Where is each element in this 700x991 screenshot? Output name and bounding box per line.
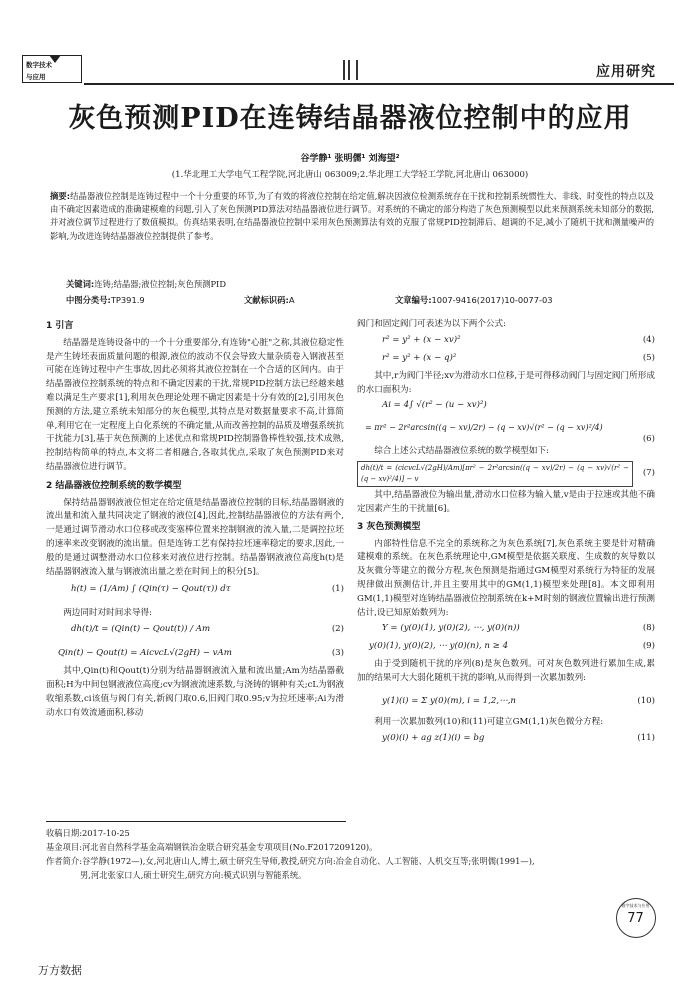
page-number: 77 <box>627 911 644 926</box>
section-1-paragraph: 结晶器是连铸设备中的一个十分重要部分,有连铸"心脏"之称,其液位稳定性是产生铸坯表面质量问题的根源,液位的波动不仅会导致大量杂质卷入钢液甚至可能在连铸过程中产生事故,因此必须将其液位控制在一个合适的区间内。由于结晶器液位控制系统的特点和不确定因素的干扰,常规PID控制方法已经越来越难以满足生产要求[1],利用灰色理论处理不确定因素是十分有效的[2],引用灰色预测的方法,建立系统未知部分的灰色模型,其特点是对数据量要求不高,计算简单,利用它在一定程度上白化系统的不确定量,从而改善控制的品质及增强系统抗干扰能力[3],基于灰色预测的上述优点和常规PID控制器鲁棒性较强,技术成熟,控制结构简单的特点,本文将二者相融合,各取其优点,采取了灰色预测PID来对结晶器液位进行调节。 <box>46 337 344 472</box>
logo-line1: 数字技术 <box>26 61 52 69</box>
equation-1-body: h(t) = (1/Am) ∫ (Qin(τ) − Qout(τ)) dτ <box>71 584 231 595</box>
section-1-heading: 1 引言 <box>46 321 74 331</box>
equation-3 <box>46 647 344 663</box>
logo-line2: 与应用 <box>26 73 46 81</box>
keywords-label: 关键词: <box>66 279 95 289</box>
right-paragraph-1: 阀门和固定阀门可表述为以下两个公式: <box>357 319 506 329</box>
clc-value: TP391.9 <box>110 295 145 305</box>
section-2-paragraph-3: 其中,Qin(t)和Qout(t)分别为结晶器钢液流入量和流出量;Am为结晶器截面积;H为中间包钢液液位高度;cv为钢液流速系数,与浇铸的钢种有关;cL为钢液收缩系数,ci该值与阀门有关,新阀门取0.6,旧阀门取0.95;v为拉坯速率;Ai为滑动水口有效流通面积,移动 <box>46 666 344 718</box>
page-number-badge <box>616 898 656 938</box>
authors: 谷学静¹ 张明儒¹ 刘海望² <box>300 154 400 164</box>
clc-label: 中图分类号: <box>66 295 111 305</box>
doc-code <box>244 294 295 306</box>
equation-2-body: dh(t)/t = (Qin(t) − Qout(t)) / Am <box>71 624 211 635</box>
section-3-paragraph-2: 由于受到随机干扰的序列(8)是灰色数列。可对灰色数列进行累加生成,累加的结果可大大弱化随机干扰的影响,从而得到一次累加数列: <box>357 659 655 684</box>
art-label: 文章编号: <box>395 295 432 305</box>
equation-1 <box>46 583 344 605</box>
equation-9 <box>357 640 655 656</box>
equation-4-body: r² = y² + (x − xv)² <box>382 334 461 345</box>
doc-value: A <box>288 295 295 305</box>
section-3-heading: 3 灰色预测模型 <box>357 521 421 532</box>
right-paragraph-4: 其中,结晶器液位为输出量,滑动水口位移为输入量,v是由于拉速或其他不确定因素产生的干扰量[6]。 <box>357 490 655 514</box>
equation-2-number: (2) <box>331 624 344 635</box>
page-badge-text: 数字技术与应用 <box>621 903 650 908</box>
section-3-paragraph: 内部特性信息不完全的系统称之为灰色系统[7],灰色系统主要是针对精确建模难的系统。在灰色系统理论中,GM模型是依据关联度、生成数的灰导数以及灰微分等建立的微分方程,灰色预测是指通过GM模型对系统行为特征的发展规律做出预测估计,并且主要用其中的GM(1,1)模型来处理[8]。本文即利用GM(1,1)模型对连铸结晶器液位控制系统在k+M时刻的钢液位置输出进行预测估计,设已知原始数列为: <box>357 538 655 618</box>
equation-8-number: (8) <box>642 623 655 634</box>
section-2-paragraph-2: 两边同时对时间求导得: <box>63 608 153 619</box>
equation-8-body: Y = (y(0)(1), y(0)(2), ⋯, y(0)(n)) <box>382 623 520 634</box>
equation-9-number: (9) <box>642 641 655 652</box>
equation-5-number: (5) <box>642 352 655 363</box>
clc-number <box>66 294 145 306</box>
keywords <box>66 278 226 290</box>
equation-10-body: y(1)(i) = Σ y(0)(m), i = 1,2,⋯,n <box>382 695 516 706</box>
left-column <box>46 318 344 720</box>
affiliation: (1.华北理工大学电气工程学院,河北唐山 063009;2.华北理工大学轻工学院,河北唐山 063000) <box>171 170 529 180</box>
abstract-text: 结晶器液位控制是连铸过程中一个十分重要的环节,为了有效的将液位控制在给定值,解决因液位检测系统存在干扰和控制系统惯性大、非线、时变性的特点以及由不确定因素造成的准确建模难的问题,引入了灰色预测PID算法对结晶器液位进行调节。对系统的不确定的部分构造了灰色预测模型以此来预测系统未知部分的数据,并对液位调节过程进行了数值模拟。仿真结果表明,在结晶器液位控制中采用灰色预测算法有效的克服了常规PID控制滞后、超调的不足,减小了随机干扰和测量噪声的影响,为改进连铸结晶器液位控制提供了参考。 <box>50 191 654 241</box>
equation-6a <box>357 399 655 419</box>
footnote-rule <box>46 821 346 822</box>
equation-6a-body: Ai = 4∫ √(r² − (u − xv)²) <box>382 400 487 411</box>
equation-7 <box>357 461 655 487</box>
equation-11-body: y(0)(i) + ag z(1)(i) = bg <box>382 732 485 743</box>
section-2-heading: 2 结晶器液位控制系统的数学模型 <box>46 480 182 491</box>
equation-4-number: (4) <box>642 334 655 345</box>
equation-8 <box>357 622 655 638</box>
fund-note: 基金项目:河北省自然科学基金高端钢铁冶金联合研究基金专项项目(No.F2017209120)。 <box>46 842 378 852</box>
abstract-label: 摘要: <box>50 191 71 201</box>
art-value: 1007-9416(2017)10-0077-03 <box>431 295 553 305</box>
journal-logo <box>22 55 82 83</box>
equation-11 <box>357 732 655 748</box>
equation-4 <box>357 334 655 350</box>
right-column <box>357 318 655 750</box>
equation-2 <box>46 623 344 645</box>
equation-5 <box>357 352 655 368</box>
equation-10 <box>357 690 655 714</box>
equation-10-number: (10) <box>637 695 655 706</box>
equation-9-body: y(0)(1), y(0)(2), ⋯ y(0)(n), n ≥ 4 <box>369 641 509 652</box>
equation-3-number: (3) <box>331 648 344 659</box>
equation-6b-body: = πr² − 2r²arcsin((q − xv)/2r) − (q − xv)√(r² − (q − xv)²/4) <box>365 423 603 433</box>
section-3-paragraph-3: 利用一次累加数列(10)和(11)可建立GM(1,1)灰色微分方程: <box>374 716 604 727</box>
author-bio-line-1: 作者简介:谷学静(1972—),女,河北唐山人,博士,硕士研究生导师,教授,研究方向:冶金自动化、人工智能、人机交互等;张明儒(1991—), <box>46 856 535 866</box>
abstract <box>50 190 654 243</box>
equation-11-number: (11) <box>637 732 655 743</box>
equation-3-body: Qin(t) − Qout(t) = AicvcL√(2gH) − vAm <box>58 648 232 659</box>
watermark: 万方数据 <box>38 964 82 977</box>
right-paragraph-3: 综合上述公式结晶器液位系统的数学模型如下: <box>374 446 549 457</box>
keywords-text: 连铸;结晶器;液位控制;灰色预测PID <box>94 279 226 289</box>
article-number <box>395 294 553 306</box>
equation-7-number: (7) <box>642 468 655 479</box>
paper-title: 灰色预测PID在连铸结晶器液位控制中的应用 <box>68 103 632 134</box>
equation-6-number: (6) <box>642 434 655 445</box>
equation-7-body: dh(t)/t = (cicvcL√(2gH)/Am)[πr² − 2r²arcsin((q − xv)/2r) − (q − xv)√(r² − (q − xv)²/4)] − v <box>357 461 633 487</box>
equation-6b <box>357 421 655 443</box>
equation-5-body: r² = y² + (x − q)² <box>382 352 457 363</box>
author-bio-line-2: 男,河北张家口人,硕士研究生,研究方向:模式识别与智能系统。 <box>80 870 307 880</box>
section-2-paragraph: 保持结晶器钢液液位恒定在给定值是结晶器液位控制的目标,结晶器钢液的流出量和流入量共同决定了钢液的液位[4],因此,控制结晶器液位的方法有两个,一是通过调节滑动水口位移或改变塞棒位置来控制钢液的流入量,二是调控拉坯的速率来改变钢液的流出量。但是连铸工艺有保持拉坯速率稳定的要求,因此,一般的是通过调整滑动水口位移来对液位进行控制。结晶器钢液液位高度h(t)是结晶器钢液流入量与钢液流出量之差在时间上的积分[5]。 <box>46 497 344 577</box>
equation-1-number: (1) <box>331 584 344 595</box>
right-paragraph-2: 其中,r为阀门半径;xv为滑动水口位移,于是可得移动阀门与固定阀门所形成的水口面积为: <box>357 370 655 395</box>
section-label: 应用研究 <box>596 64 656 80</box>
header-rule <box>84 83 674 85</box>
doc-label: 文献标识码: <box>244 295 289 305</box>
received-date: 收稿日期:2017-10-25 <box>46 828 130 838</box>
